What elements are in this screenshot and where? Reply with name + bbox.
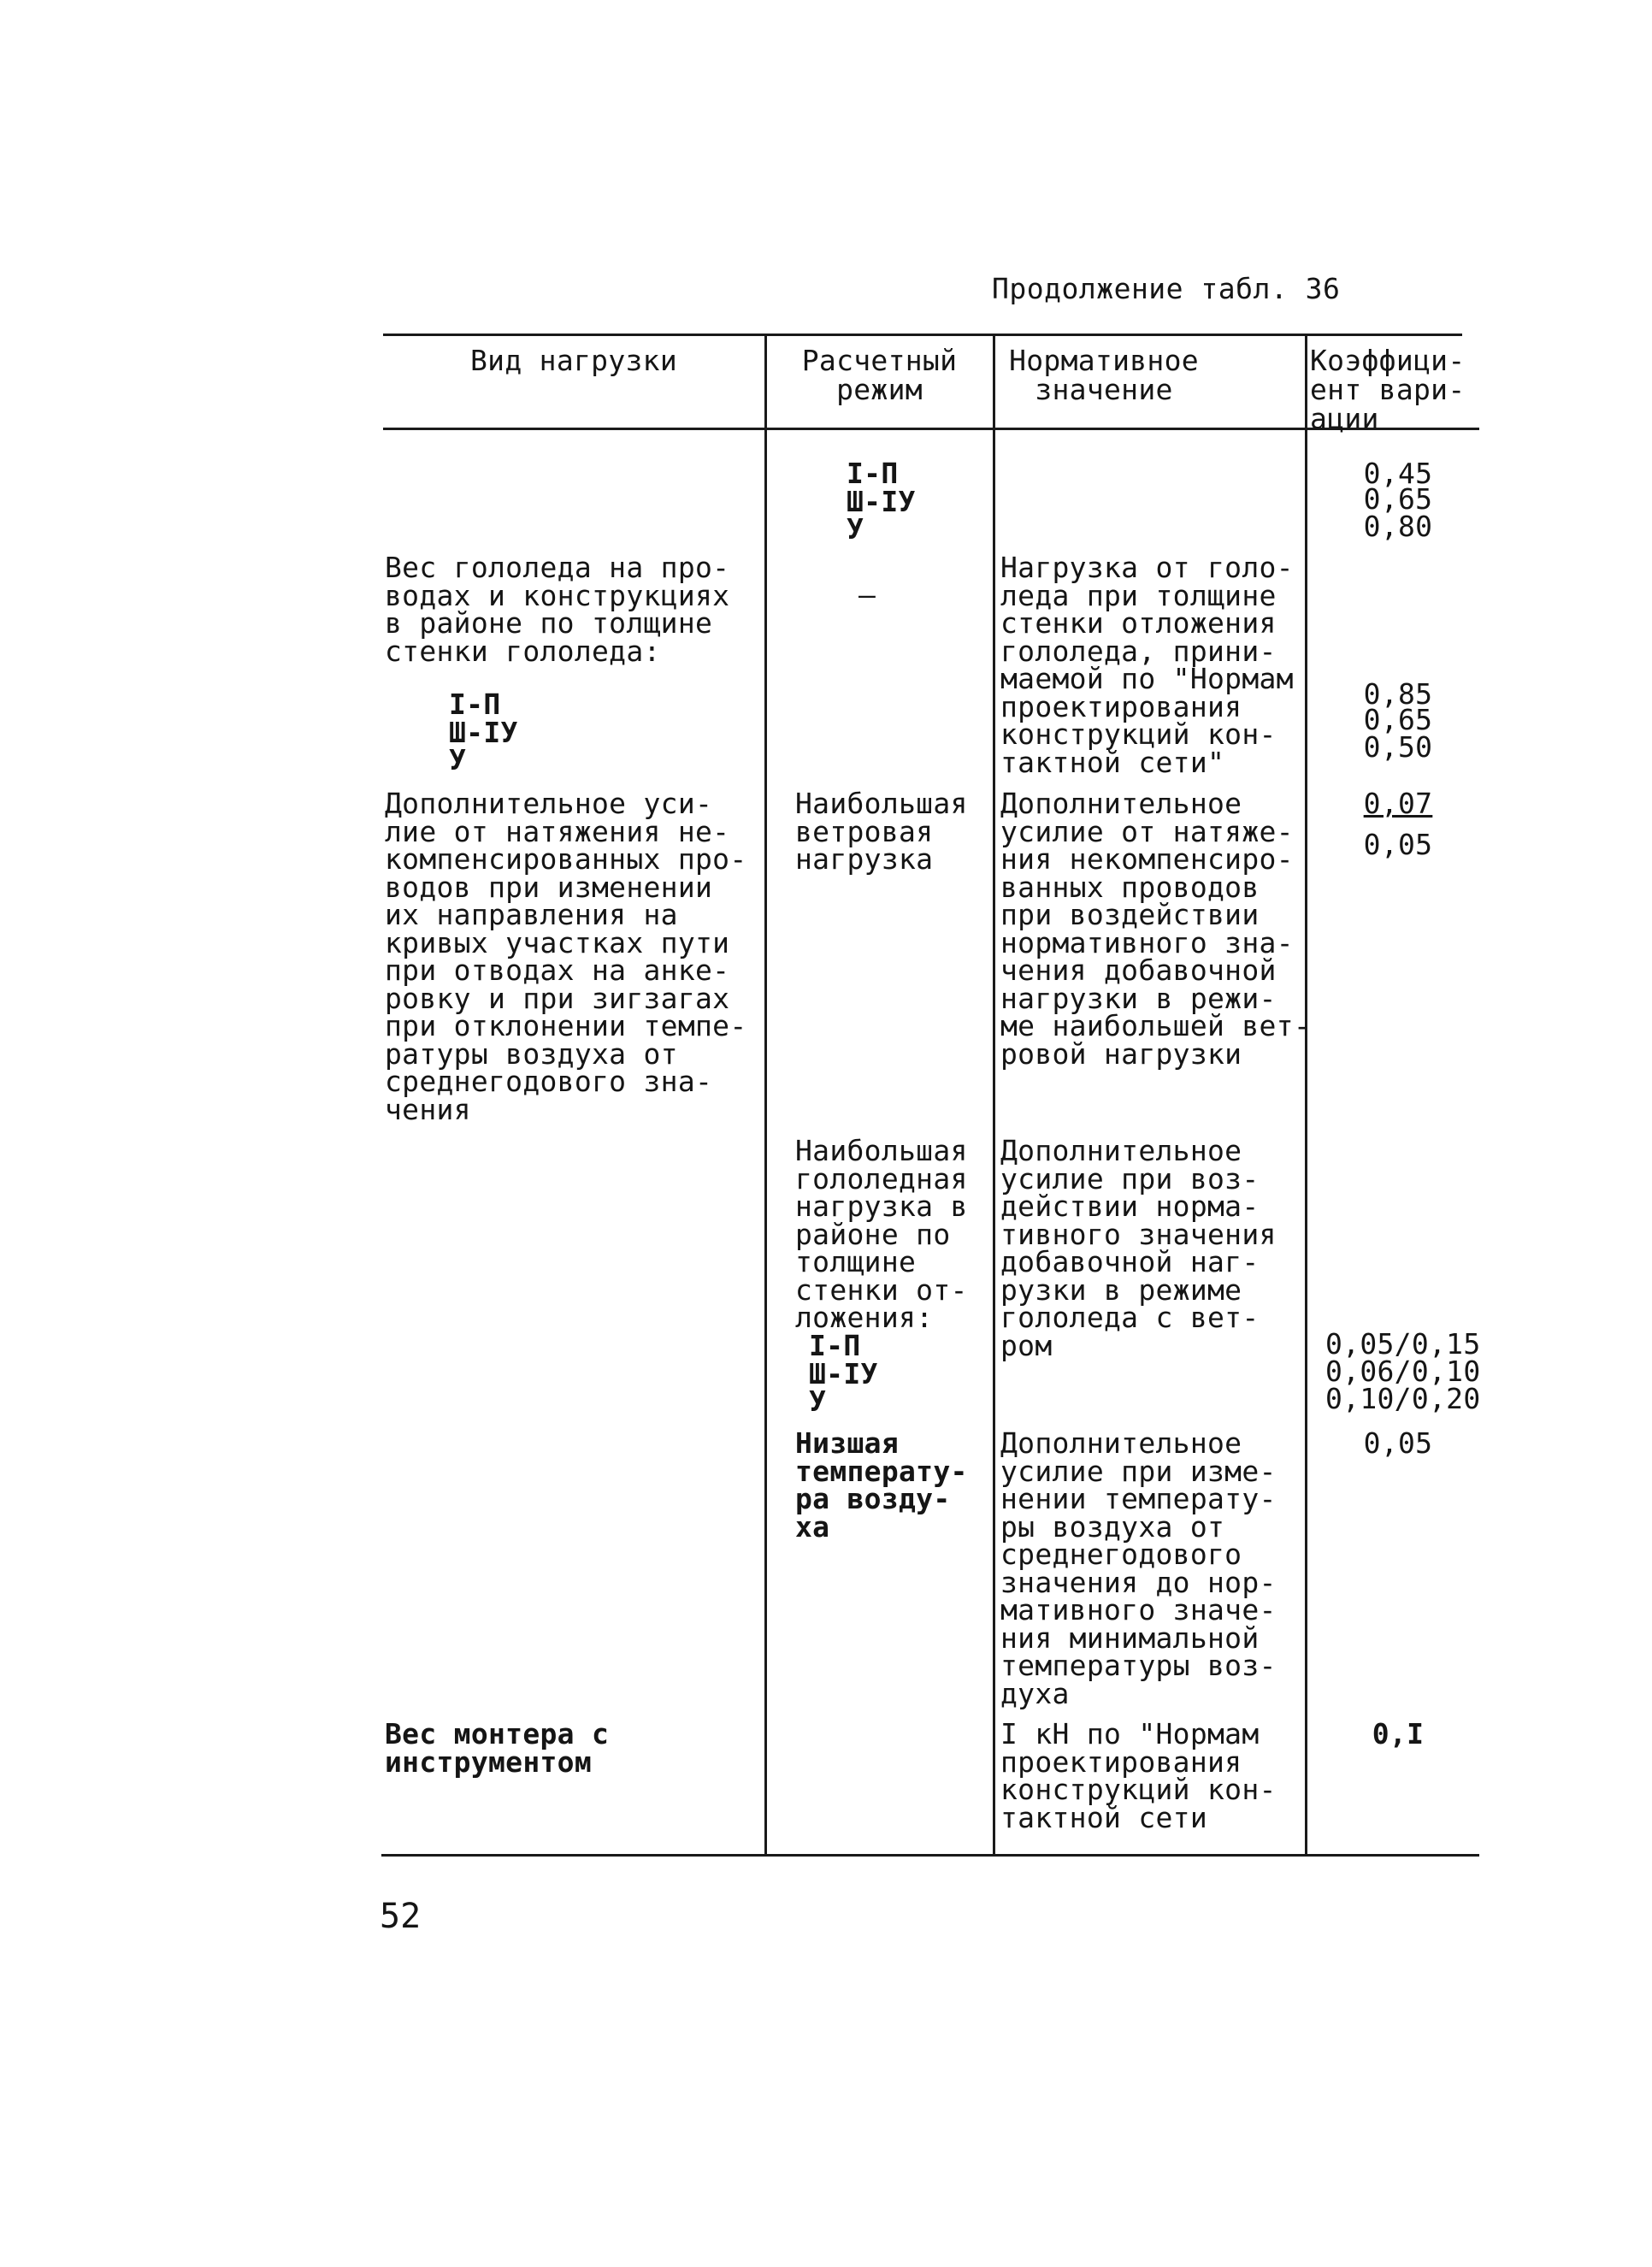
table-caption: Продолжение табл. 36 [992,272,1341,305]
row3-load-type: Дополнительное уси- лие от натяжения не- компенсированных про- водов при изменении их направления на кривых участках пути при отводах на анке- ровку и при зигзагах при отклонении темпе- ратуры воздуха от среднегодового зна- чения [385,787,747,1126]
row1-mode: I-П Ш-IУ У [847,457,916,546]
row2-mode: — [858,578,876,611]
row3-norm-value: Дополнительное усилие от натяже- ния некомпенсиро- ванных проводов при воздействии нормативного зна- чения добавочной нагрузки в режи- ме наибольшей вет- ровой нагрузки [1000,787,1312,1071]
column-divider-1 [764,335,767,1856]
row2-coef-2: 0,65 [1363,703,1433,736]
row2-coef-3: 0,50 [1363,730,1433,764]
row4-mode-sub: I-П Ш-IУ У [809,1329,878,1418]
row1-coef-3: 0,80 [1363,510,1433,543]
table-top-rule [383,334,1462,336]
header-norm-value: Нормативное значение [1009,344,1199,406]
row4-coef-3: 0,10/0,20 [1325,1382,1481,1415]
row4-coef-1: 0,05/0,15 [1325,1327,1481,1361]
column-divider-2 [993,335,995,1856]
row6-coef-1: 0,I [1372,1717,1425,1750]
page-number: 52 [380,1897,422,1936]
row5-norm-value: Дополнительное усилие при изме- нении температу- ры воздуха от среднегодового значения до нор- мативного значе- ния минимальной температуры воз- духа [1000,1426,1277,1710]
row6-norm-value: I кН по "Нормам проектирования конструкций кон- тактной сети [1000,1717,1277,1834]
row4-norm-value: Дополнительное усилие при воз- действии норма- тивного значения добавочной наг- рузки в режиме гололеда с вет- ром [1000,1134,1277,1362]
column-divider-3 [1305,335,1307,1856]
row4-mode: Наибольшая гололедная нагрузка в районе по толщине стенки от- ложения: [795,1134,968,1334]
row6-load-type: Вес монтера с инструментом [385,1717,610,1779]
row4-coef-2: 0,06/0,10 [1325,1355,1481,1388]
row5-coef-1: 0,05 [1363,1426,1433,1460]
header-mode: Расчетный режим [801,344,958,406]
header-load-type: Вид нагрузки [469,344,677,377]
row1-coef-2: 0,65 [1363,482,1433,516]
row2-coef-1: 0,85 [1363,677,1433,711]
header-coefficient: Коэффици- ент вари- ации [1310,344,1466,435]
row3-mode: Наибольшая ветровая нагрузка [795,787,968,876]
row2-load-sub: I-П Ш-IУ У [449,688,518,776]
row2-norm-value: Нагрузка от голо- леда при толщине стенки отложения гололеда, прини- маемой по "Нормам проектирования конструкций кон- тактной сети" [1000,551,1294,779]
row1-coef-1: 0,45 [1363,457,1433,490]
row3-coef-1: 0,07 [1363,787,1433,820]
row3-coef-2: 0,05 [1363,828,1433,861]
row2-load-type: Вес гололеда на про- водах и конструкциях в районе по толщине стенки гололеда: [385,551,730,668]
row5-mode: Низшая температу- ра возду- ха [795,1426,968,1544]
table-bottom-rule [381,1854,1479,1857]
